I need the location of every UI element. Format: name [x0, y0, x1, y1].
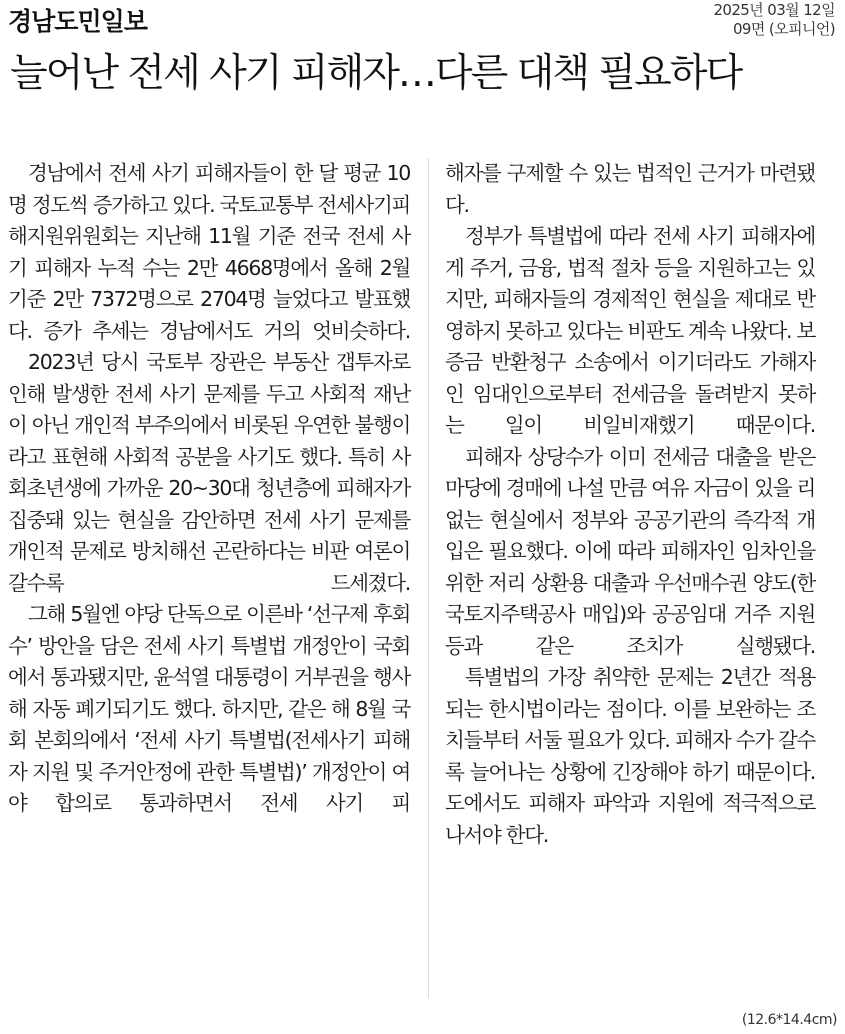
page-info: 09면 (오피니언) — [732, 20, 835, 38]
masthead: 경남도민일보 — [8, 7, 147, 36]
size-note: (12.6*14.4cm) — [741, 1012, 837, 1028]
column-divider — [428, 158, 429, 998]
article-meta — [713, 1, 835, 39]
article-column-right — [445, 158, 815, 851]
paragraph: 해자를 구제할 수 있는 법적인 근거가 마련됐다. — [445, 161, 815, 217]
publish-date: 2025년 03월 12일 — [713, 1, 835, 19]
paragraph: 정부가 특별법에 따라 전세 사기 피해자에게 주거, 금융, 법적 절차 등을 지원하고는 있지만, 피해자들의 경제적인 현실을 제대로 반영하지 못하고 있다는 비판도 계속 나왔다. 보증금 반환청구 소송에서 이기더라도 가해자인 임대인으로부터 전세금을 돌려받지 못하는 일이 비일비재했기 때문이다. — [445, 224, 815, 437]
paragraph: 피해자 상당수가 이미 전세금 대출을 받은 마당에 경매에 나설 만큼 여유 자금이 있을 리 없는 현실에서 정부와 공공기관의 즉각적 개입은 필요했다. 이에 따라 피해자인 임차인을 위한 저리 상환용 대출과 우선매수권 양도(한국토지주택공사 매입)와 공공임대 거주 지원 등과 같은 조치가 실행됐다. — [445, 444, 815, 658]
paragraph: 특별법의 가장 취약한 문제는 2년간 적용되는 한시법이라는 점이다. 이를 보완하는 조치들부터 서둘 필요가 있다. 피해자 수가 갈수록 늘어나는 상황에 긴장해야 하기 때문이다. 도에서도 피해자 파악과 지원에 적극적으로 나서야 한다. — [445, 665, 815, 847]
paragraph: 경남에서 전세 사기 피해자들이 한 달 평균 10명 정도씩 증가하고 있다. 국토교통부 전세사기피해지원위원회는 지난해 11월 기준 전국 전세 사기 피해자 누적 수는 2만 4668명에서 올해 2월 기준 2만 7372명으로 2704명 늘었다고 발표했다. 증가 추세는 경남에서도 거의 엇비슷하다. — [8, 161, 410, 343]
paragraph: 그해 5월엔 야당 단독으로 이른바 ‘선구제 후회수’ 방안을 담은 전세 사기 특별법 개정안이 국회에서 통과됐지만, 윤석열 대통령이 거부권을 행사해 자동 폐기되기도 했다. 하지만, 같은 해 8월 국회 본회의에서 ‘전세 사기 특별법(전세사기 피해자 지원 및 주거안정에 관한 특별법)’ 개정안이 여야 합의로 통과하면서 전세 사기 피 — [8, 602, 410, 815]
article-column-left — [8, 158, 410, 820]
headline: 늘어난 전세 사기 피해자…다른 대책 필요하다 — [10, 51, 742, 96]
paragraph: 2023년 당시 국토부 장관은 부동산 갭투자로 인해 발생한 전세 사기 문제를 두고 사회적 재난이 아닌 개인적 부주의에서 비롯된 우연한 불행이라고 표현해 사회적 공분을 사기도 했다. 특히 사회초년생에 가까운 20~30대 청년층에 피해자가 집중돼 있는 현실을 감안하면 전세 사기 문제를 개인적 문제로 방치해선 곤란하다는 비판 여론이 갈수록 드세졌다. — [8, 350, 410, 595]
